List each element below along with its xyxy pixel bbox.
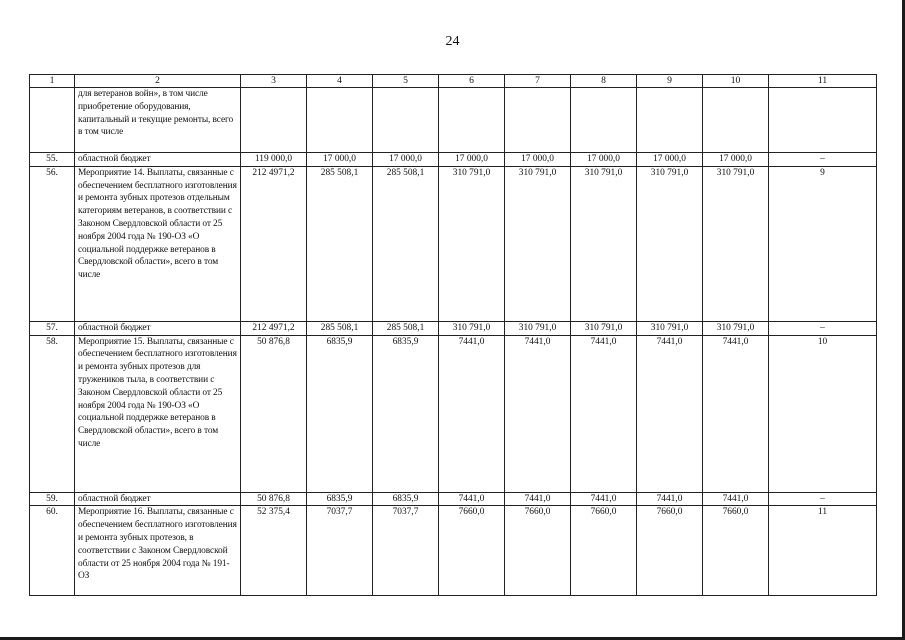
row-value: 7441,0: [637, 335, 703, 492]
row-value: 50 876,8: [241, 492, 307, 506]
row-value: [373, 88, 439, 153]
header-cell: 4: [307, 75, 373, 88]
row-last-value: [769, 88, 877, 153]
row-value: 310 791,0: [571, 321, 637, 335]
row-description: областной бюджет: [75, 492, 241, 506]
row-description: Мероприятие 16. Выплаты, связанные с обеспечением бесплатного изготовления и ремонта зубных протезов, в соответствии с Законом Свердловской области от 25 ноября 2004 года № 191-ОЗ: [75, 506, 241, 596]
row-last-value: –: [769, 321, 877, 335]
table-row: [30, 506, 877, 596]
header-cell: 2: [75, 75, 241, 88]
page-number: 24: [445, 34, 460, 49]
row-value: 310 791,0: [439, 166, 505, 321]
row-number: 55.: [30, 153, 75, 167]
row-last-value: –: [769, 153, 877, 167]
row-number: 57.: [30, 321, 75, 335]
row-value: 6835,9: [373, 492, 439, 506]
table-header: [30, 75, 877, 88]
row-value: [505, 88, 571, 153]
row-last-value: –: [769, 492, 877, 506]
row-value: [307, 88, 373, 153]
row-value: 310 791,0: [703, 166, 769, 321]
row-number: 60.: [30, 506, 75, 596]
row-description: для ветеранов войн», в том числе приобретение оборудования, капитальный и текущие ремонты, всего в том числе: [75, 88, 241, 153]
row-value: [241, 88, 307, 153]
row-value: [703, 88, 769, 153]
row-value: 17 000,0: [703, 153, 769, 167]
row-value: 52 375,4: [241, 506, 307, 596]
table-row: [30, 88, 877, 153]
row-value: 7441,0: [439, 335, 505, 492]
row-value: 310 791,0: [505, 166, 571, 321]
row-value: 119 000,0: [241, 153, 307, 167]
row-value: 7660,0: [703, 506, 769, 596]
row-value: 6835,9: [307, 335, 373, 492]
header-cell: 10: [703, 75, 769, 88]
table-row: [30, 321, 877, 335]
row-value: 17 000,0: [571, 153, 637, 167]
row-value: 7441,0: [703, 335, 769, 492]
table-row: [30, 166, 877, 321]
row-number: 56.: [30, 166, 75, 321]
row-description: Мероприятие 14. Выплаты, связанные с обеспечением бесплатного изготовления и ремонта зубных протезов отдельным категориям ветеранов, в соответствии с Законом Свердловской области от 25 ноября 2004 года № 190-ОЗ «О социальной поддержке ветеранов в Свердловской области», всего в том числе: [75, 166, 241, 321]
table-body: [30, 88, 877, 596]
table-row: [30, 492, 877, 506]
header-cell: 3: [241, 75, 307, 88]
row-description: Мероприятие 15. Выплаты, связанные с обеспечением бесплатного изготовления и ремонта зубных протезов для тружеников тыла, в соответствии с Законом Свердловской области от 25 ноября 2004 года № 190-ОЗ «О социальной поддержке ветеранов в Свердловской области», всего в том числе: [75, 335, 241, 492]
row-value: 212 4971,2: [241, 321, 307, 335]
header-cell: 11: [769, 75, 877, 88]
row-value: 7441,0: [637, 492, 703, 506]
row-value: 6835,9: [373, 335, 439, 492]
table-row: [30, 335, 877, 492]
row-value: 212 4971,2: [241, 166, 307, 321]
row-value: 7660,0: [439, 506, 505, 596]
row-value: 17 000,0: [373, 153, 439, 167]
row-value: 7441,0: [703, 492, 769, 506]
row-value: 7441,0: [571, 492, 637, 506]
row-description: областной бюджет: [75, 153, 241, 167]
row-description: областной бюджет: [75, 321, 241, 335]
row-value: 7660,0: [637, 506, 703, 596]
row-value: 310 791,0: [505, 321, 571, 335]
row-value: 7037,7: [307, 506, 373, 596]
row-value: [439, 88, 505, 153]
row-value: 6835,9: [307, 492, 373, 506]
row-value: 310 791,0: [571, 166, 637, 321]
header-row: [30, 75, 877, 88]
row-value: 285 508,1: [373, 166, 439, 321]
row-value: [637, 88, 703, 153]
row-value: 7660,0: [571, 506, 637, 596]
header-cell: 1: [30, 75, 75, 88]
table-row: [30, 153, 877, 167]
row-value: 7441,0: [505, 335, 571, 492]
row-value: [571, 88, 637, 153]
row-value: 285 508,1: [307, 166, 373, 321]
row-value: 17 000,0: [637, 153, 703, 167]
header-cell: 8: [571, 75, 637, 88]
header-cell: 5: [373, 75, 439, 88]
row-number: 58.: [30, 335, 75, 492]
row-value: 285 508,1: [307, 321, 373, 335]
row-value: 17 000,0: [505, 153, 571, 167]
row-value: 7441,0: [439, 492, 505, 506]
row-value: 17 000,0: [307, 153, 373, 167]
row-last-value: 9: [769, 166, 877, 321]
row-value: 50 876,8: [241, 335, 307, 492]
row-last-value: 10: [769, 335, 877, 492]
row-number: 59.: [30, 492, 75, 506]
row-value: 7037,7: [373, 506, 439, 596]
row-value: 7441,0: [505, 492, 571, 506]
row-value: 310 791,0: [637, 166, 703, 321]
header-cell: 9: [637, 75, 703, 88]
budget-table: [29, 74, 877, 596]
row-value: 310 791,0: [439, 321, 505, 335]
row-value: 7441,0: [571, 335, 637, 492]
row-last-value: 11: [769, 506, 877, 596]
row-value: 285 508,1: [373, 321, 439, 335]
row-value: 7660,0: [505, 506, 571, 596]
row-value: 310 791,0: [637, 321, 703, 335]
row-value: 310 791,0: [703, 321, 769, 335]
row-value: 17 000,0: [439, 153, 505, 167]
header-cell: 7: [505, 75, 571, 88]
row-number: [30, 88, 75, 153]
header-cell: 6: [439, 75, 505, 88]
